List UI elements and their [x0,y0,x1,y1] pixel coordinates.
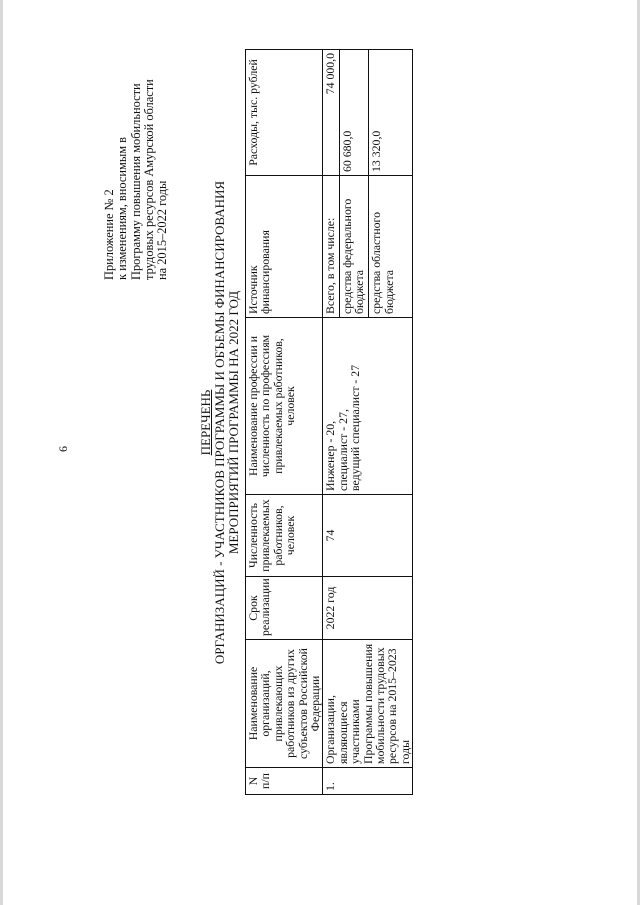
cell-amount: 74 000,0 [323,50,339,176]
col-header-worker-count: Численность привлекаемых работников, человек [246,495,323,577]
appendix-line: к изменениям, вносимым в [115,136,130,280]
cell-funding-source: средства федерального бюджета [339,176,369,318]
table-header-row [246,50,323,795]
col-header-period: Срок реализации [246,577,323,640]
funding-table [245,49,413,795]
col-header-num: N п/п [246,768,323,795]
cell-professions [323,318,413,495]
profession-line: Инженер - 20, [323,420,338,491]
cell-organization: Организации, являющиеся участниками Программы повышения мобильности трудовых ресурсов на 2015–2023 годы [323,640,413,768]
title-line: МЕРОПРИЯТИЙ ПРОГРАММЫ НА 2022 ГОД [226,290,241,555]
cell-funding-source: средства областного бюджета [369,176,413,318]
scan-edge-left [0,0,3,905]
title-line: ПЕРЕЧЕНЬ [198,389,213,456]
page-number: 6 [56,446,70,452]
appendix-line: на 2015–2022 годы [155,180,170,280]
cell-period: 2022 год [323,577,413,640]
cell-amount: 13 320,0 [369,50,413,176]
cell-num: 1. [323,768,413,795]
appendix-note [103,45,169,280]
title-line: ОРГАНИЗАЦИЙ - УЧАСТНИКОВ ПРОГРАММЫ И ОБЪЕМЫ ФИНАНСИРОВАНИЯ [212,180,227,665]
profession-line: ведущий специалист - 27 [348,364,363,491]
cell-worker-count: 74 [323,495,413,577]
col-header-funding-source: Источник финансирования [246,176,323,318]
col-header-professions: Наименование профессии и численность по профессиям привлекаемых работников, человек [246,318,323,495]
appendix-line: Приложение № 2 [102,189,116,280]
table-row [323,50,339,795]
profession-line: специалист - 27, [335,409,350,491]
appendix-line: Программу повышения мобильности [128,83,143,280]
cell-funding-source: Всего, в том числе: [323,176,339,318]
col-header-expenses: Расходы, тыс. рублей [246,50,323,176]
rotated-page-content [85,50,555,795]
cell-amount: 60 680,0 [339,50,369,176]
appendix-line: трудовых ресурсов Амурской области [141,79,156,280]
document-title [199,50,241,795]
col-header-organization: Наименование организаций, привлекающих работников из других субъектов Российской Федерации [246,640,323,768]
